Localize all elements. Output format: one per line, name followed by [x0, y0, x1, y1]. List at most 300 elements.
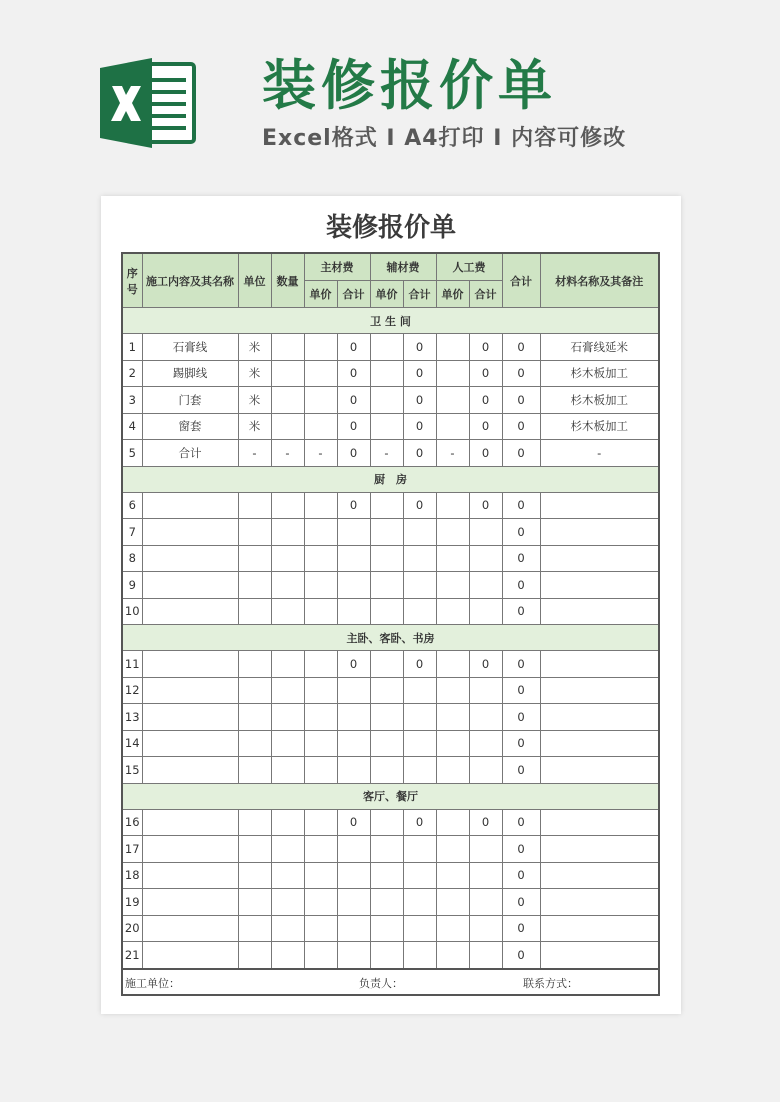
row-labor-unit-price[interactable]: - [436, 440, 469, 467]
row-remark[interactable] [540, 651, 659, 678]
row-index[interactable]: 8 [122, 545, 142, 572]
header-total: 合计 [502, 253, 540, 308]
row-remark[interactable]: 杉木板加工 [540, 413, 659, 440]
row-main-unit-price[interactable] [304, 836, 337, 863]
row-main-unit-price[interactable] [304, 730, 337, 757]
row-labor-subtotal[interactable] [469, 757, 502, 784]
row-quantity[interactable] [271, 757, 304, 784]
row-remark[interactable] [540, 545, 659, 572]
row-aux-subtotal[interactable] [403, 915, 436, 942]
row-aux-subtotal[interactable] [403, 598, 436, 625]
row-main-unit-price[interactable] [304, 598, 337, 625]
row-aux-subtotal[interactable] [403, 572, 436, 599]
row-remark[interactable] [540, 572, 659, 599]
row-main-subtotal[interactable]: 0 [337, 334, 370, 361]
row-unit[interactable] [238, 572, 271, 599]
table-row [122, 836, 659, 863]
row-aux-unit-price[interactable] [370, 545, 403, 572]
row-labor-unit-price[interactable] [436, 545, 469, 572]
row-labor-subtotal[interactable] [469, 677, 502, 704]
row-remark[interactable]: 杉木板加工 [540, 360, 659, 387]
row-item[interactable] [142, 889, 238, 916]
row-total[interactable]: 0 [502, 440, 540, 467]
table-row [122, 387, 659, 414]
row-unit[interactable] [238, 730, 271, 757]
row-labor-unit-price[interactable] [436, 757, 469, 784]
row-unit[interactable]: 米 [238, 334, 271, 361]
row-main-subtotal[interactable] [337, 862, 370, 889]
row-aux-unit-price[interactable] [370, 651, 403, 678]
row-quantity[interactable] [271, 730, 304, 757]
row-remark[interactable] [540, 836, 659, 863]
table-row [122, 730, 659, 757]
row-labor-subtotal[interactable] [469, 889, 502, 916]
row-remark[interactable] [540, 889, 659, 916]
signature-footer [122, 969, 659, 995]
table-row [122, 360, 659, 387]
row-labor-subtotal[interactable] [469, 704, 502, 731]
excel-icon [100, 58, 196, 148]
header-main-material: 主材费 [304, 253, 370, 281]
row-quantity[interactable] [271, 492, 304, 519]
row-item[interactable] [142, 492, 238, 519]
table-row [122, 519, 659, 546]
row-main-unit-price[interactable]: - [304, 440, 337, 467]
row-labor-subtotal[interactable] [469, 836, 502, 863]
row-remark[interactable] [540, 809, 659, 836]
row-item[interactable] [142, 942, 238, 969]
row-quantity[interactable] [271, 889, 304, 916]
row-item[interactable]: 窗套 [142, 413, 238, 440]
row-main-unit-price[interactable] [304, 387, 337, 414]
row-main-unit-price[interactable] [304, 572, 337, 599]
row-total[interactable]: 0 [502, 387, 540, 414]
quote-table [121, 252, 660, 996]
row-item[interactable] [142, 836, 238, 863]
row-total[interactable]: 0 [502, 704, 540, 731]
row-aux-subtotal[interactable]: 0 [403, 334, 436, 361]
row-aux-unit-price[interactable] [370, 677, 403, 704]
row-main-subtotal[interactable] [337, 757, 370, 784]
row-index[interactable]: 9 [122, 572, 142, 599]
row-main-subtotal[interactable] [337, 942, 370, 969]
row-aux-unit-price[interactable] [370, 492, 403, 519]
row-unit[interactable] [238, 809, 271, 836]
row-item[interactable] [142, 598, 238, 625]
section-row [122, 783, 659, 809]
row-aux-unit-price[interactable] [370, 572, 403, 599]
row-aux-subtotal[interactable] [403, 545, 436, 572]
row-labor-subtotal[interactable] [469, 598, 502, 625]
row-remark[interactable] [540, 757, 659, 784]
row-labor-subtotal[interactable]: 0 [469, 492, 502, 519]
header-labor: 人工费 [436, 253, 502, 281]
row-remark[interactable] [540, 942, 659, 969]
row-item[interactable] [142, 809, 238, 836]
header-quantity: 数量 [271, 253, 304, 308]
header-aux-material: 辅材费 [370, 253, 436, 281]
row-aux-unit-price[interactable] [370, 387, 403, 414]
row-main-unit-price[interactable] [304, 413, 337, 440]
row-main-subtotal[interactable] [337, 704, 370, 731]
row-index[interactable]: 1 [122, 334, 142, 361]
row-labor-unit-price[interactable] [436, 889, 469, 916]
row-main-unit-price[interactable] [304, 809, 337, 836]
row-labor-subtotal[interactable] [469, 862, 502, 889]
row-main-subtotal[interactable]: 0 [337, 809, 370, 836]
row-item[interactable] [142, 915, 238, 942]
row-labor-unit-price[interactable] [436, 519, 469, 546]
row-unit[interactable] [238, 519, 271, 546]
row-total[interactable]: 0 [502, 651, 540, 678]
row-item[interactable] [142, 519, 238, 546]
row-remark[interactable]: - [540, 440, 659, 467]
row-aux-unit-price[interactable] [370, 704, 403, 731]
row-quantity[interactable] [271, 677, 304, 704]
row-main-subtotal[interactable]: 0 [337, 387, 370, 414]
row-labor-unit-price[interactable] [436, 809, 469, 836]
row-aux-subtotal[interactable] [403, 862, 436, 889]
row-total[interactable]: 0 [502, 545, 540, 572]
row-quantity[interactable] [271, 809, 304, 836]
header-labor-unit-price: 单价 [436, 281, 469, 308]
row-labor-subtotal[interactable]: 0 [469, 413, 502, 440]
row-item[interactable]: 石膏线 [142, 334, 238, 361]
row-quantity[interactable] [271, 862, 304, 889]
row-quantity[interactable] [271, 413, 304, 440]
table-row [122, 915, 659, 942]
row-labor-unit-price[interactable] [436, 413, 469, 440]
table-row [122, 862, 659, 889]
row-labor-unit-price[interactable] [436, 598, 469, 625]
row-remark[interactable] [540, 677, 659, 704]
document-sheet [101, 196, 681, 1014]
header-index: 序号 [122, 253, 142, 308]
row-quantity[interactable] [271, 519, 304, 546]
section-title: 厨 房 [122, 466, 659, 492]
row-labor-subtotal[interactable]: 0 [469, 334, 502, 361]
header-aux-subtotal: 合计 [403, 281, 436, 308]
row-labor-subtotal[interactable] [469, 545, 502, 572]
table-row [122, 942, 659, 969]
row-aux-unit-price[interactable] [370, 942, 403, 969]
row-index[interactable]: 4 [122, 413, 142, 440]
row-total[interactable]: 0 [502, 492, 540, 519]
row-aux-subtotal[interactable]: 0 [403, 809, 436, 836]
row-unit[interactable] [238, 942, 271, 969]
row-quantity[interactable] [271, 942, 304, 969]
row-labor-unit-price[interactable] [436, 942, 469, 969]
row-remark[interactable]: 石膏线延米 [540, 334, 659, 361]
row-main-unit-price[interactable] [304, 704, 337, 731]
row-quantity[interactable] [271, 836, 304, 863]
row-unit[interactable]: 米 [238, 360, 271, 387]
row-main-subtotal[interactable]: 0 [337, 413, 370, 440]
table-row [122, 598, 659, 625]
banner-title: 装修报价单 [262, 54, 557, 117]
row-quantity[interactable] [271, 915, 304, 942]
row-aux-subtotal[interactable] [403, 730, 436, 757]
row-item[interactable] [142, 704, 238, 731]
row-quantity[interactable] [271, 545, 304, 572]
row-main-unit-price[interactable] [304, 915, 337, 942]
row-item[interactable] [142, 757, 238, 784]
row-labor-unit-price[interactable] [436, 677, 469, 704]
row-aux-subtotal[interactable] [403, 889, 436, 916]
row-remark[interactable]: 杉木板加工 [540, 387, 659, 414]
row-total[interactable]: 0 [502, 942, 540, 969]
row-remark[interactable] [540, 704, 659, 731]
row-main-subtotal[interactable] [337, 545, 370, 572]
row-index[interactable]: 5 [122, 440, 142, 467]
row-labor-unit-price[interactable] [436, 334, 469, 361]
row-main-subtotal[interactable]: 0 [337, 360, 370, 387]
row-total[interactable]: 0 [502, 730, 540, 757]
row-main-unit-price[interactable] [304, 334, 337, 361]
row-main-subtotal[interactable]: 0 [337, 492, 370, 519]
row-total[interactable]: 0 [502, 334, 540, 361]
row-labor-subtotal[interactable]: 0 [469, 387, 502, 414]
row-remark[interactable] [540, 598, 659, 625]
row-labor-unit-price[interactable] [436, 492, 469, 519]
row-item[interactable]: 合计 [142, 440, 238, 467]
row-aux-unit-price[interactable] [370, 757, 403, 784]
row-aux-unit-price[interactable] [370, 730, 403, 757]
row-total[interactable]: 0 [502, 889, 540, 916]
banner-subtitle: Excel格式 I A4打印 I 内容可修改 [262, 126, 627, 151]
row-main-unit-price[interactable] [304, 651, 337, 678]
row-aux-unit-price[interactable] [370, 519, 403, 546]
row-index[interactable]: 19 [122, 889, 142, 916]
row-main-unit-price[interactable] [304, 942, 337, 969]
row-labor-unit-price[interactable] [436, 360, 469, 387]
row-unit[interactable] [238, 545, 271, 572]
header-remark: 材料名称及其备注 [540, 253, 659, 308]
header-labor-subtotal: 合计 [469, 281, 502, 308]
row-quantity[interactable] [271, 572, 304, 599]
row-total[interactable]: 0 [502, 598, 540, 625]
row-labor-subtotal[interactable] [469, 915, 502, 942]
row-quantity[interactable] [271, 704, 304, 731]
row-labor-unit-price[interactable] [436, 651, 469, 678]
row-total[interactable]: 0 [502, 836, 540, 863]
row-index[interactable]: 15 [122, 757, 142, 784]
section-row [122, 625, 659, 651]
row-index[interactable]: 2 [122, 360, 142, 387]
row-index[interactable]: 7 [122, 519, 142, 546]
row-item[interactable] [142, 545, 238, 572]
row-quantity[interactable] [271, 360, 304, 387]
row-aux-unit-price[interactable] [370, 889, 403, 916]
row-total[interactable]: 0 [502, 413, 540, 440]
table-row [122, 757, 659, 784]
row-aux-subtotal[interactable] [403, 519, 436, 546]
table-row [122, 413, 659, 440]
row-unit[interactable]: - [238, 440, 271, 467]
row-total[interactable]: 0 [502, 360, 540, 387]
row-labor-unit-price[interactable] [436, 915, 469, 942]
row-aux-subtotal[interactable] [403, 836, 436, 863]
row-aux-subtotal[interactable] [403, 704, 436, 731]
row-index[interactable]: 10 [122, 598, 142, 625]
row-quantity[interactable] [271, 651, 304, 678]
row-index[interactable]: 6 [122, 492, 142, 519]
row-remark[interactable] [540, 492, 659, 519]
row-aux-unit-price[interactable] [370, 862, 403, 889]
row-aux-subtotal[interactable] [403, 677, 436, 704]
row-unit[interactable]: 米 [238, 387, 271, 414]
row-labor-unit-price[interactable] [436, 572, 469, 599]
row-item[interactable]: 门套 [142, 387, 238, 414]
row-index[interactable]: 16 [122, 809, 142, 836]
row-unit[interactable] [238, 862, 271, 889]
section-title: 客厅、餐厅 [122, 783, 659, 809]
footer-manager: 负责人： [359, 976, 403, 990]
row-index[interactable]: 21 [122, 942, 142, 969]
row-main-subtotal[interactable] [337, 915, 370, 942]
quote-body [122, 308, 659, 969]
row-unit[interactable] [238, 836, 271, 863]
row-aux-unit-price[interactable] [370, 915, 403, 942]
row-item[interactable] [142, 572, 238, 599]
row-main-unit-price[interactable] [304, 360, 337, 387]
row-quantity[interactable] [271, 334, 304, 361]
row-main-subtotal[interactable]: 0 [337, 440, 370, 467]
row-index[interactable]: 3 [122, 387, 142, 414]
row-unit[interactable] [238, 889, 271, 916]
row-item[interactable] [142, 651, 238, 678]
row-remark[interactable] [540, 862, 659, 889]
row-item[interactable]: 踢脚线 [142, 360, 238, 387]
row-labor-subtotal[interactable]: 0 [469, 360, 502, 387]
row-remark[interactable] [540, 519, 659, 546]
header-item: 施工内容及其名称 [142, 253, 238, 308]
footer-contractor: 施工单位： [125, 976, 180, 990]
row-aux-subtotal[interactable]: 0 [403, 651, 436, 678]
row-aux-unit-price[interactable] [370, 334, 403, 361]
row-main-subtotal[interactable] [337, 598, 370, 625]
row-main-unit-price[interactable] [304, 677, 337, 704]
row-labor-subtotal[interactable]: 0 [469, 440, 502, 467]
row-unit[interactable] [238, 704, 271, 731]
row-unit[interactable] [238, 757, 271, 784]
row-labor-unit-price[interactable] [436, 387, 469, 414]
row-index[interactable]: 11 [122, 651, 142, 678]
row-quantity[interactable] [271, 387, 304, 414]
row-main-subtotal[interactable]: 0 [337, 651, 370, 678]
section-title: 卫 生 间 [122, 308, 659, 334]
row-total[interactable]: 0 [502, 519, 540, 546]
row-total[interactable]: 0 [502, 572, 540, 599]
section-title: 主卧、客卧、书房 [122, 625, 659, 651]
row-labor-subtotal[interactable] [469, 519, 502, 546]
row-aux-subtotal[interactable]: 0 [403, 440, 436, 467]
row-index[interactable]: 17 [122, 836, 142, 863]
row-main-subtotal[interactable] [337, 889, 370, 916]
table-row [122, 572, 659, 599]
row-labor-subtotal[interactable]: 0 [469, 809, 502, 836]
row-main-unit-price[interactable] [304, 757, 337, 784]
row-index[interactable]: 13 [122, 704, 142, 731]
row-unit[interactable] [238, 915, 271, 942]
row-unit[interactable] [238, 651, 271, 678]
row-main-unit-price[interactable] [304, 519, 337, 546]
table-row [122, 704, 659, 731]
row-unit[interactable]: 米 [238, 413, 271, 440]
row-aux-unit-price[interactable]: - [370, 440, 403, 467]
row-index[interactable]: 18 [122, 862, 142, 889]
row-main-unit-price[interactable] [304, 889, 337, 916]
row-unit[interactable] [238, 492, 271, 519]
row-index[interactable]: 12 [122, 677, 142, 704]
document-title: 装修报价单 [325, 213, 456, 243]
row-main-subtotal[interactable] [337, 519, 370, 546]
row-aux-subtotal[interactable]: 0 [403, 413, 436, 440]
row-aux-subtotal[interactable]: 0 [403, 360, 436, 387]
row-total[interactable]: 0 [502, 677, 540, 704]
table-row [122, 677, 659, 704]
row-main-subtotal[interactable] [337, 572, 370, 599]
row-total[interactable]: 0 [502, 757, 540, 784]
table-row [122, 809, 659, 836]
row-aux-subtotal[interactable] [403, 757, 436, 784]
table-row [122, 651, 659, 678]
row-item[interactable] [142, 677, 238, 704]
row-main-subtotal[interactable] [337, 677, 370, 704]
row-index[interactable]: 14 [122, 730, 142, 757]
row-aux-unit-price[interactable] [370, 836, 403, 863]
row-item[interactable] [142, 730, 238, 757]
row-aux-subtotal[interactable] [403, 942, 436, 969]
row-index[interactable]: 20 [122, 915, 142, 942]
row-aux-unit-price[interactable] [370, 413, 403, 440]
row-labor-unit-price[interactable] [436, 730, 469, 757]
row-total[interactable]: 0 [502, 809, 540, 836]
header-main-subtotal: 合计 [337, 281, 370, 308]
row-labor-subtotal[interactable] [469, 942, 502, 969]
row-main-unit-price[interactable] [304, 862, 337, 889]
row-main-subtotal[interactable] [337, 836, 370, 863]
row-labor-subtotal[interactable]: 0 [469, 651, 502, 678]
footer-contact: 联系方式： [523, 976, 578, 990]
row-main-subtotal[interactable] [337, 730, 370, 757]
row-quantity[interactable]: - [271, 440, 304, 467]
row-labor-subtotal[interactable] [469, 730, 502, 757]
row-quantity[interactable] [271, 598, 304, 625]
row-total[interactable]: 0 [502, 915, 540, 942]
row-aux-unit-price[interactable] [370, 360, 403, 387]
header-main-unit-price: 单价 [304, 281, 337, 308]
table-row [122, 440, 659, 467]
row-total[interactable]: 0 [502, 862, 540, 889]
row-aux-subtotal[interactable]: 0 [403, 492, 436, 519]
row-labor-subtotal[interactable] [469, 572, 502, 599]
row-unit[interactable] [238, 598, 271, 625]
row-unit[interactable] [238, 677, 271, 704]
row-item[interactable] [142, 862, 238, 889]
row-labor-unit-price[interactable] [436, 862, 469, 889]
row-main-unit-price[interactable] [304, 545, 337, 572]
row-aux-subtotal[interactable]: 0 [403, 387, 436, 414]
row-remark[interactable] [540, 730, 659, 757]
row-main-unit-price[interactable] [304, 492, 337, 519]
row-aux-unit-price[interactable] [370, 598, 403, 625]
row-labor-unit-price[interactable] [436, 836, 469, 863]
row-aux-unit-price[interactable] [370, 809, 403, 836]
header-aux-unit-price: 单价 [370, 281, 403, 308]
row-labor-unit-price[interactable] [436, 704, 469, 731]
row-remark[interactable] [540, 915, 659, 942]
